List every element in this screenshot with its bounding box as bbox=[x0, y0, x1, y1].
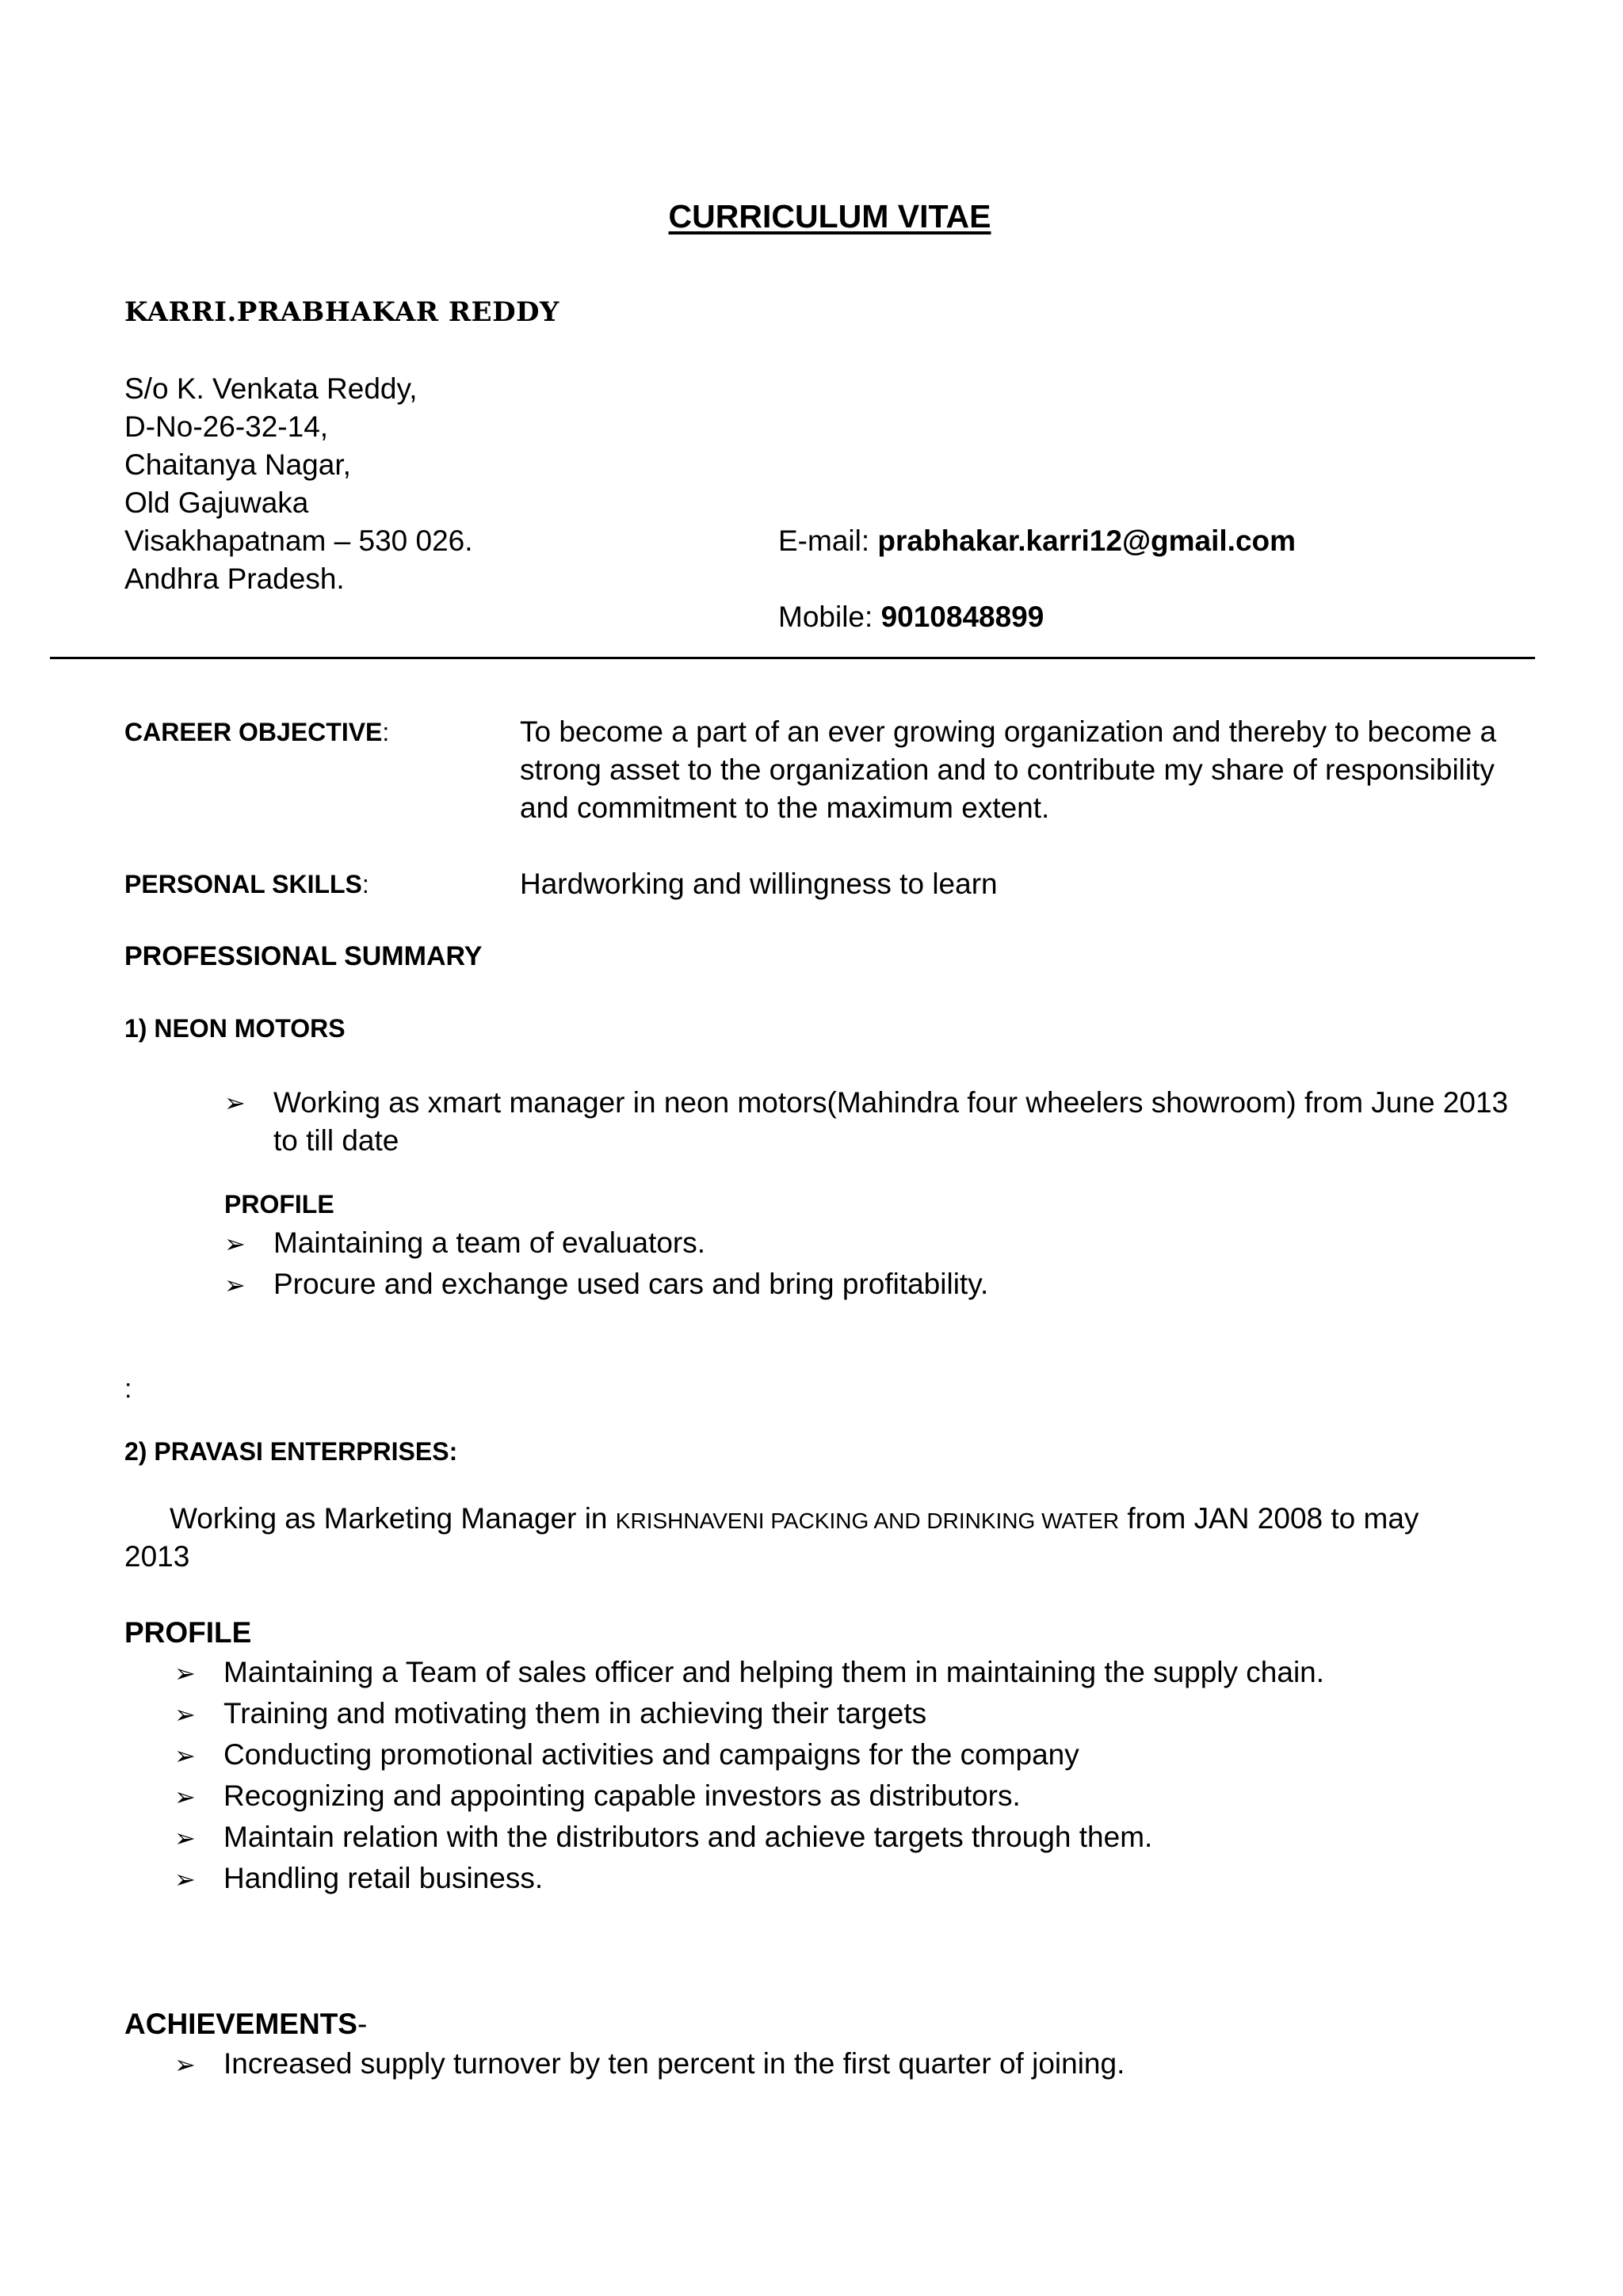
address-line: Visakhapatnam – 530 026. bbox=[124, 524, 473, 557]
mobile-label: Mobile: bbox=[778, 601, 881, 633]
professional-summary-heading: PROFESSIONAL SUMMARY bbox=[124, 941, 483, 971]
job-description: Working as Marketing Manager in KRISHNAVENI PACKING AND DRINKING WATER from JAN 2008 to may bbox=[170, 1502, 1419, 1535]
bullet-arrow-icon: ➢ bbox=[174, 1699, 196, 1730]
job-heading: 1) NEON MOTORS bbox=[124, 1014, 346, 1043]
list-item: ➢ Conducting promotional activities and campaigns for the company bbox=[174, 1738, 1079, 1771]
bullet-arrow-icon: ➢ bbox=[224, 1229, 246, 1259]
company-name: KRISHNAVENI PACKING AND DRINKING WATER bbox=[615, 1508, 1120, 1533]
address-line: Old Gajuwaka bbox=[124, 486, 309, 519]
profile-heading: PROFILE bbox=[124, 1616, 252, 1649]
candidate-name: KARRI.PRABHAKAR REDDY bbox=[124, 296, 559, 328]
bullet-arrow-icon: ➢ bbox=[174, 1782, 196, 1812]
bullet-arrow-icon: ➢ bbox=[174, 1823, 196, 1853]
mobile-number: 9010848899 bbox=[880, 601, 1044, 633]
bullet-arrow-icon: ➢ bbox=[174, 2050, 196, 2080]
address-line: Andhra Pradesh. bbox=[124, 563, 345, 595]
career-objective-label: CAREER OBJECTIVE: bbox=[124, 718, 390, 746]
personal-skills-label: PERSONAL SKILLS: bbox=[124, 870, 369, 898]
list-item: ➢ Maintaining a team of evaluators. bbox=[224, 1226, 706, 1259]
document-title: CURRICULUM VITAE bbox=[668, 198, 991, 235]
email-address: prabhakar.karri12@gmail.com bbox=[877, 524, 1296, 557]
mobile-line bbox=[778, 601, 1044, 634]
job-description-continued: 2013 bbox=[124, 1540, 190, 1573]
email-label: E-mail: bbox=[778, 524, 878, 557]
list-item: ➢ Procure and exchange used cars and bring profitability. bbox=[224, 1268, 989, 1300]
achievements-heading: ACHIEVEMENTS- bbox=[124, 2008, 368, 2040]
profile-heading: PROFILE bbox=[224, 1190, 334, 1219]
list-item: ➢ Recognizing and appointing capable investors as distributors. bbox=[174, 1779, 1021, 1812]
bullet-arrow-icon: ➢ bbox=[224, 1088, 246, 1118]
stray-colon: : bbox=[124, 1374, 132, 1404]
bullet-arrow-icon: ➢ bbox=[224, 1270, 246, 1300]
job-description: ➢ Working as xmart manager in neon motors(Mahindra four wheelers showroom) from June 2013 to till date bbox=[224, 1084, 1540, 1160]
address-line: S/o K. Venkata Reddy, bbox=[124, 372, 418, 405]
list-item: ➢ Handling retail business. bbox=[174, 1862, 544, 1894]
personal-skills-text: Hardworking and willingness to learn bbox=[520, 868, 998, 900]
address-line: Chaitanya Nagar, bbox=[124, 448, 351, 481]
list-item: ➢ Maintaining a Team of sales officer and helping them in maintaining the supply chain. bbox=[174, 1656, 1325, 1688]
list-item: ➢ Training and motivating them in achieving their targets bbox=[174, 1697, 927, 1730]
bullet-arrow-icon: ➢ bbox=[174, 1864, 196, 1894]
list-item: ➢ Increased supply turnover by ten percent in the first quarter of joining. bbox=[174, 2047, 1125, 2080]
career-objective-text: To become a part of an ever growing organization and thereby to become a strong asset to the organization and to contribute my share of responsibility and commitment to the maximum extent. bbox=[520, 715, 1497, 824]
address-line: D-No-26-32-14, bbox=[124, 410, 329, 443]
bullet-arrow-icon: ➢ bbox=[174, 1658, 196, 1688]
bullet-arrow-icon: ➢ bbox=[174, 1741, 196, 1771]
header-divider bbox=[50, 657, 1535, 659]
list-item: ➢ Maintain relation with the distributors and achieve targets through them. bbox=[174, 1821, 1153, 1853]
email-line bbox=[778, 524, 1296, 558]
job-heading: 2) PRAVASI ENTERPRISES: bbox=[124, 1437, 458, 1466]
